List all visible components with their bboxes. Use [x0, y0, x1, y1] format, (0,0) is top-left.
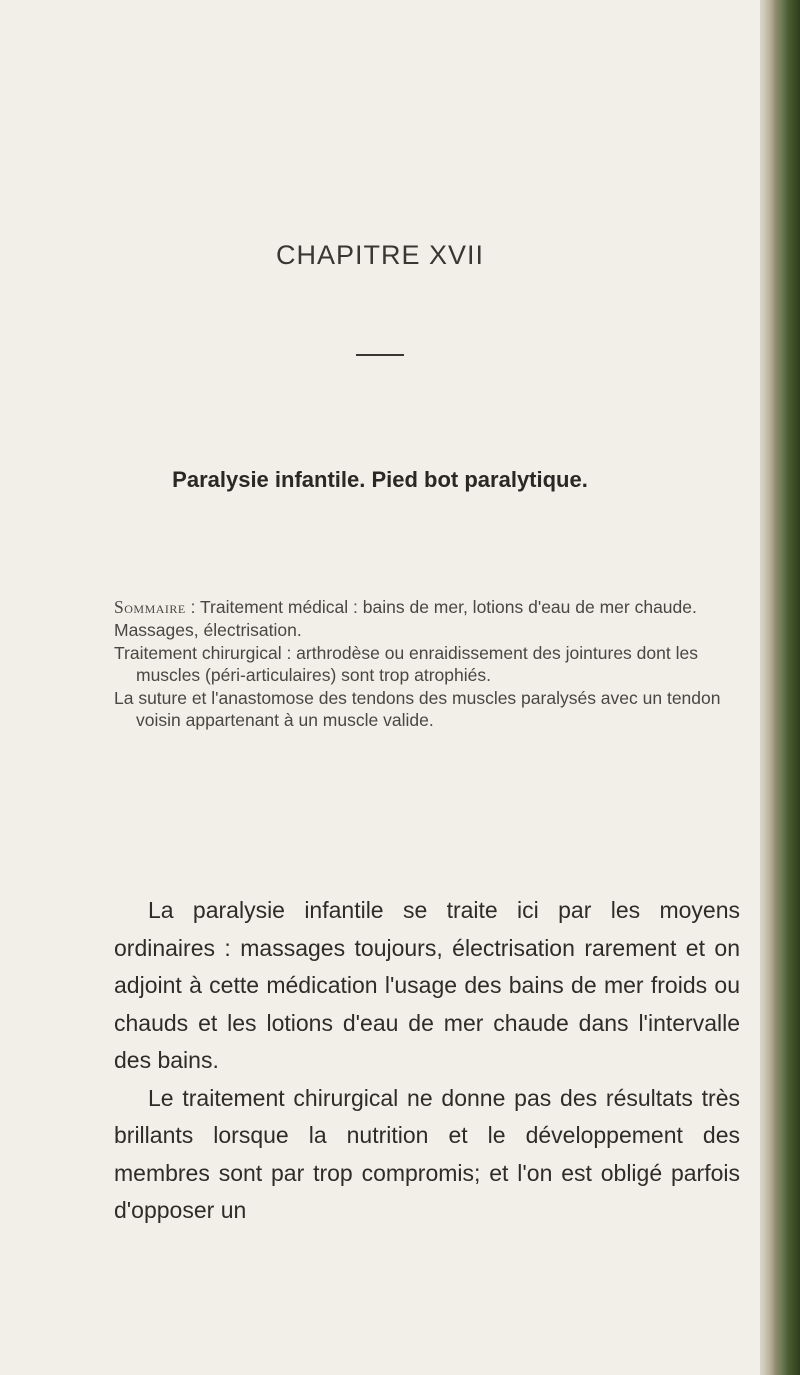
- page-edge: [760, 0, 800, 1375]
- body-paragraph: La paralysie infantile se traite ici par les moyens ordinaires : massages toujours, électrisation rarement et on adjoint à cette médication l'usage des bains de mer froids ou chauds et les lotions d'eau de mer chaude dans l'intervalle des bains.: [114, 897, 740, 1073]
- summary-item: [114, 596, 744, 618]
- summary-item: Traitement chirurgical : arthrodèse ou enraidissement des jointures dont les muscles (péri-articulaires) sont trop atrophiés.: [114, 643, 698, 685]
- summary-item: La suture et l'anastomose des tendons des muscles paralysés avec un tendon voisin appartenant à un muscle valide.: [114, 688, 721, 730]
- title-divider: [356, 354, 404, 356]
- body-text: [114, 892, 740, 1230]
- summary-item: Massages, électrisation.: [114, 620, 302, 640]
- body-paragraph: Le traitement chirurgical ne donne pas des résultats très brillants lorsque la nutrition et le développement des membres sont par trop compromis; et l'on est obligé parfois d'opposer un: [114, 1084, 740, 1223]
- summary-lead-word: Sommaire: [114, 597, 186, 617]
- chapter-summary: [114, 596, 744, 732]
- section-title: Paralysie infantile. Pied bot paralytique.: [172, 467, 588, 492]
- chapter-title: CHAPITRE XVII: [275, 240, 485, 270]
- summary-item-text: : Traitement médical : bains de mer, lotions d'eau de mer chaude.: [185, 597, 697, 617]
